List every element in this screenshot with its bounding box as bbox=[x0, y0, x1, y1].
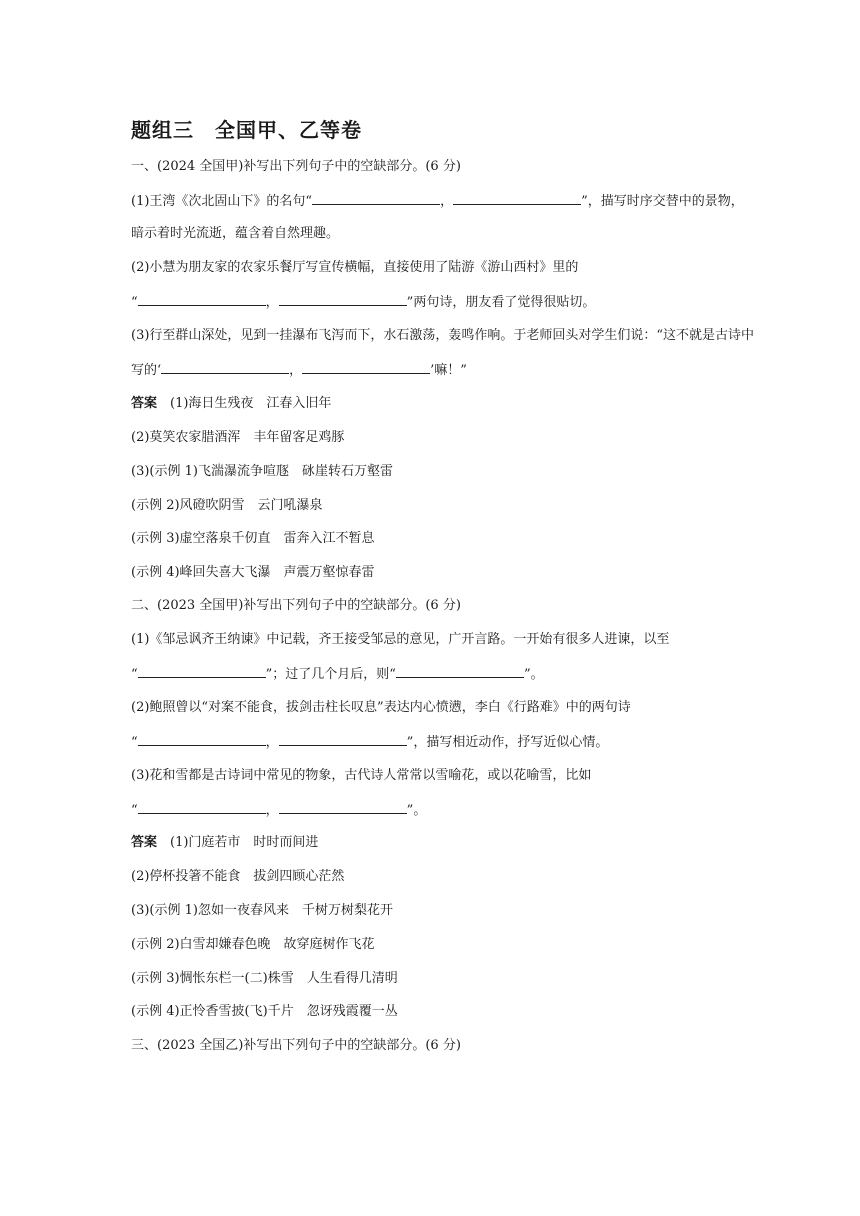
q2-item-2-text: ”，描写相近动作，抒写近似心情。 bbox=[406, 735, 609, 750]
question-1-heading: 一、(2024 全国甲)补写出下列句子中的空缺部分。(6 分) bbox=[131, 159, 461, 174]
q2-item-2-sep: ， bbox=[265, 735, 279, 750]
question-3-heading: 三、(2023 全国乙)补写出下列句子中的空缺部分。(6 分) bbox=[131, 1038, 461, 1053]
q1-item-1-text-a: (1)王湾《次北固山下》的名句“ bbox=[131, 194, 313, 209]
question-2-heading: 二、(2023 全国甲)补写出下列句子中的空缺部分。(6 分) bbox=[131, 598, 461, 613]
answer-2-line-2: (2)停杯投箸不能食 拔剑四顾心茫然 bbox=[131, 869, 345, 884]
answer-blank bbox=[279, 293, 407, 306]
q2-item-3-close: ”。 bbox=[406, 803, 427, 818]
answer-blank bbox=[279, 801, 407, 814]
q1-item-3-cont bbox=[131, 361, 467, 380]
answer-blank bbox=[138, 733, 266, 746]
q2-item-2: (2)鲍照曾以“对案不能食，拔剑击柱长叹息”表达内心愤懑，李白《行路难》中的两句诗 bbox=[131, 700, 631, 715]
answer-blank bbox=[302, 361, 430, 374]
q2-item-3-cont bbox=[131, 801, 426, 820]
q1-item-1-cont: 暗示着时光流逝，蕴含着自然理趣。 bbox=[131, 226, 340, 241]
q1-item-2-cont bbox=[131, 293, 595, 312]
answer-2 bbox=[131, 834, 318, 852]
answer-blank bbox=[453, 192, 581, 205]
q1-item-3-sep: ， bbox=[289, 363, 303, 378]
answer-1-line-1: (1)海日生残夜 江春入旧年 bbox=[157, 396, 332, 411]
q1-item-2-quote-open: “ bbox=[131, 295, 138, 310]
q1-item-1-sep: ， bbox=[440, 194, 454, 209]
answer-blank bbox=[138, 293, 266, 306]
q2-item-3: (3)花和雪都是古诗词中常见的物象，古代诗人常常以雪喻花，或以花喻雪，比如 bbox=[131, 768, 592, 783]
answer-blank bbox=[161, 361, 289, 374]
q1-item-1 bbox=[131, 192, 744, 211]
q1-item-3: (3)行至群山深处，见到一挂瀑布飞泻而下，水石激荡，轰鸣作响。于老师回头对学生们说：“这不就是古诗中 bbox=[131, 328, 755, 343]
answer-label: 答案 bbox=[131, 835, 158, 850]
answer-label: 答案 bbox=[131, 396, 158, 411]
answer-blank bbox=[138, 665, 266, 678]
q2-item-1: (1)《邹忌讽齐王纳谏》中记载，齐王接受邹忌的意见，广开言路。一开始有很多人进谏，以至 bbox=[131, 632, 670, 647]
answer-2-line-3: (3)(示例 1)忽如一夜春风来 千树万树梨花开 bbox=[131, 903, 393, 918]
q1-item-1-text-b: ”，描写时序交替中的景物， bbox=[581, 194, 744, 209]
q2-item-1-close: ”。 bbox=[523, 667, 544, 682]
q2-item-1-text: ”；过了几个月后，则“ bbox=[265, 667, 396, 682]
q1-item-3-text-b: ’嘛！” bbox=[430, 363, 467, 378]
answer-blank bbox=[279, 733, 407, 746]
q1-item-2: (2)小慧为朋友家的农家乐餐厅写宣传横幅，直接使用了陆游《游山西村》里的 bbox=[131, 260, 579, 275]
answer-1-line-6: (示例 4)峰回失喜大飞瀑 声震万壑惊春雷 bbox=[131, 565, 375, 580]
answer-1-line-4: (示例 2)风磴吹阴雪 云门吼瀑泉 bbox=[131, 498, 323, 513]
answer-2-line-1: (1)门庭若市 时时而间进 bbox=[157, 835, 319, 850]
answer-1-line-3: (3)(示例 1)飞湍瀑流争喧豗 砯崖转石万壑雷 bbox=[131, 464, 393, 479]
q1-item-3-text-a: 写的‘ bbox=[131, 363, 162, 378]
answer-blank bbox=[312, 192, 440, 205]
q2-item-2-cont bbox=[131, 733, 608, 752]
answer-2-line-5: (示例 3)惆怅东栏一(二)株雪 人生看得几清明 bbox=[131, 971, 398, 986]
answer-1-line-5: (示例 3)虚空落泉千仞直 雷奔入江不暂息 bbox=[131, 531, 375, 546]
q2-item-2-quote-open: “ bbox=[131, 735, 138, 750]
q2-item-3-quote-open: “ bbox=[131, 803, 138, 818]
q2-item-1-cont bbox=[131, 665, 544, 684]
answer-2-line-4: (示例 2)白雪却嫌春色晚 故穿庭树作飞花 bbox=[131, 937, 375, 952]
answer-1-line-2: (2)莫笑农家腊酒浑 丰年留客足鸡豚 bbox=[131, 430, 345, 445]
q2-item-1-quote-open: “ bbox=[131, 667, 138, 682]
q2-item-3-sep: ， bbox=[265, 803, 279, 818]
page-title: 题组三 全国甲、乙等卷 bbox=[131, 118, 362, 142]
answer-1 bbox=[131, 395, 331, 413]
q1-item-2-text: ”两句诗，朋友看了觉得很贴切。 bbox=[406, 295, 596, 310]
answer-2-line-6: (示例 4)正怜香雪披(飞)千片 忽讶残霞覆一丛 bbox=[131, 1004, 398, 1019]
answer-blank bbox=[396, 665, 524, 678]
q1-item-2-sep: ， bbox=[265, 295, 279, 310]
answer-blank bbox=[138, 801, 266, 814]
